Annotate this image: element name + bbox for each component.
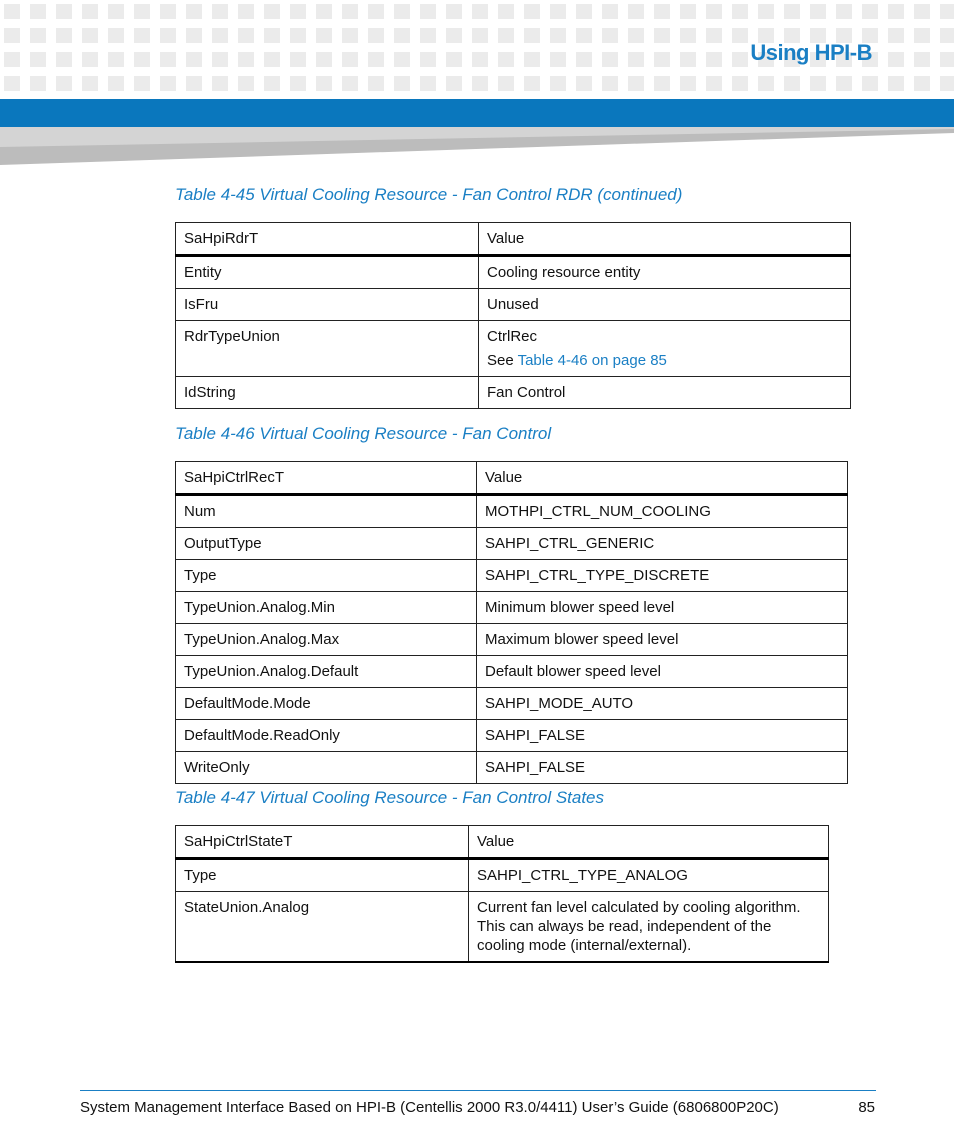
pattern-tile xyxy=(628,28,644,43)
table-cell: Unused xyxy=(479,289,851,321)
pattern-tile xyxy=(836,4,852,19)
pattern-tile xyxy=(862,4,878,19)
table-cell: DefaultMode.ReadOnly xyxy=(176,720,477,752)
table-cell: IsFru xyxy=(176,289,479,321)
pattern-tile xyxy=(186,76,202,91)
pattern-tile xyxy=(368,76,384,91)
table-row xyxy=(176,688,848,720)
table-row xyxy=(176,859,829,892)
pattern-tile xyxy=(290,76,306,91)
table-cell: Type xyxy=(176,560,477,592)
pattern-tile xyxy=(862,76,878,91)
pattern-tile xyxy=(264,76,280,91)
table-row xyxy=(176,377,851,409)
pattern-tile xyxy=(56,76,72,91)
pattern-tile xyxy=(680,76,696,91)
pattern-tile xyxy=(576,52,592,67)
ctrl-rec-table xyxy=(175,461,848,784)
pattern-tile xyxy=(342,4,358,19)
pattern-tile xyxy=(836,76,852,91)
pattern-tile xyxy=(342,52,358,67)
table-cell: StateUnion.Analog xyxy=(176,892,469,963)
see-reference xyxy=(487,351,842,370)
pattern-tile xyxy=(56,52,72,67)
pattern-tile xyxy=(342,76,358,91)
pattern-tile xyxy=(940,28,954,43)
pattern-tile xyxy=(82,52,98,67)
pattern-tile xyxy=(186,4,202,19)
pattern-tile xyxy=(732,52,748,67)
table-cell: SAHPI_CTRL_TYPE_ANALOG xyxy=(469,859,829,892)
pattern-tile xyxy=(82,76,98,91)
pattern-tile xyxy=(550,28,566,43)
see-prefix: See xyxy=(487,352,518,369)
pattern-tile xyxy=(576,28,592,43)
header-cell: SaHpiCtrlRecT xyxy=(176,462,477,495)
pattern-tile xyxy=(316,28,332,43)
footer-rule xyxy=(80,1090,876,1091)
pattern-tile xyxy=(732,28,748,43)
pattern-tile xyxy=(888,4,904,19)
pattern-tile xyxy=(212,28,228,43)
pattern-tile xyxy=(420,4,436,19)
table-cell: DefaultMode.Mode xyxy=(176,688,477,720)
header-bar xyxy=(0,99,954,127)
header-cell: Value xyxy=(479,223,851,256)
pattern-tile xyxy=(758,4,774,19)
pattern-tile xyxy=(212,4,228,19)
pattern-tile xyxy=(4,52,20,67)
pattern-tile xyxy=(914,52,930,67)
table-cell: SAHPI_CTRL_GENERIC xyxy=(477,528,848,560)
pattern-tile xyxy=(186,52,202,67)
pattern-tile xyxy=(30,76,46,91)
pattern-tile xyxy=(498,28,514,43)
pattern-tile xyxy=(446,76,462,91)
table-cell: Entity xyxy=(176,256,479,289)
pattern-tile xyxy=(134,4,150,19)
pattern-tile xyxy=(82,4,98,19)
pattern-tile xyxy=(888,28,904,43)
pattern-tile xyxy=(30,4,46,19)
pattern-tile xyxy=(290,4,306,19)
table-row xyxy=(176,656,848,688)
pattern-tile xyxy=(446,52,462,67)
table-row xyxy=(176,624,848,656)
pattern-tile xyxy=(654,52,670,67)
pattern-tile xyxy=(108,52,124,67)
pattern-tile xyxy=(446,28,462,43)
table-cell: IdString xyxy=(176,377,479,409)
pattern-tile xyxy=(56,28,72,43)
pattern-tile xyxy=(680,4,696,19)
table-cell: MOTHPI_CTRL_NUM_COOLING xyxy=(477,495,848,528)
pattern-tile xyxy=(524,28,540,43)
pattern-tile xyxy=(160,76,176,91)
pattern-tile xyxy=(628,76,644,91)
table-cell: SAHPI_FALSE xyxy=(477,752,848,784)
pattern-tile xyxy=(810,76,826,91)
pattern-tile xyxy=(706,76,722,91)
pattern-tile xyxy=(914,28,930,43)
pattern-tile xyxy=(446,4,462,19)
pattern-tile xyxy=(160,52,176,67)
pattern-tile xyxy=(134,52,150,67)
pattern-tile xyxy=(628,52,644,67)
header-cell: SaHpiRdrT xyxy=(176,223,479,256)
pattern-tile xyxy=(212,76,228,91)
pattern-tile xyxy=(30,52,46,67)
pattern-tile xyxy=(238,52,254,67)
pattern-tile xyxy=(134,76,150,91)
pattern-tile xyxy=(628,4,644,19)
table-header-row xyxy=(176,826,829,859)
pattern-tile xyxy=(784,4,800,19)
table-cell: TypeUnion.Analog.Max xyxy=(176,624,477,656)
table-cell xyxy=(479,321,851,377)
table-cell: OutputType xyxy=(176,528,477,560)
pattern-tile xyxy=(758,76,774,91)
pattern-tile xyxy=(394,28,410,43)
header-cell: SaHpiCtrlStateT xyxy=(176,826,469,859)
header-cell: Value xyxy=(477,462,848,495)
pattern-tile xyxy=(316,4,332,19)
pattern-tile xyxy=(706,52,722,67)
pattern-tile xyxy=(940,52,954,67)
pattern-tile xyxy=(472,76,488,91)
table-row xyxy=(176,892,829,963)
table-row xyxy=(176,321,851,377)
pattern-tile xyxy=(732,4,748,19)
table-row xyxy=(176,720,848,752)
pattern-tile xyxy=(394,4,410,19)
pattern-tile xyxy=(238,28,254,43)
pattern-tile xyxy=(472,52,488,67)
table-cell: Fan Control xyxy=(479,377,851,409)
table-caption: Table 4-47 Virtual Cooling Resource - Fan Control States xyxy=(175,788,605,807)
pattern-tile xyxy=(108,76,124,91)
pattern-tile xyxy=(342,28,358,43)
pattern-tile xyxy=(680,28,696,43)
pattern-tile xyxy=(420,76,436,91)
pattern-tile xyxy=(420,28,436,43)
pattern-tile xyxy=(550,76,566,91)
table-cell: Cooling resource entity xyxy=(479,256,851,289)
table-cell: TypeUnion.Analog.Min xyxy=(176,592,477,624)
pattern-tile xyxy=(290,28,306,43)
pattern-tile xyxy=(602,52,618,67)
table-cell: SAHPI_MODE_AUTO xyxy=(477,688,848,720)
pattern-tile xyxy=(394,52,410,67)
pattern-tile xyxy=(654,28,670,43)
table-header-row xyxy=(176,462,848,495)
table-cell: Minimum blower speed level xyxy=(477,592,848,624)
pattern-tile xyxy=(888,76,904,91)
pattern-tile xyxy=(914,76,930,91)
pattern-tile xyxy=(472,4,488,19)
pattern-tile xyxy=(186,28,202,43)
table-row xyxy=(176,592,848,624)
pattern-tile xyxy=(160,4,176,19)
table-cell: SAHPI_CTRL_TYPE_DISCRETE xyxy=(477,560,848,592)
pattern-tile xyxy=(576,4,592,19)
pattern-tile xyxy=(602,4,618,19)
header-cell: Value xyxy=(469,826,829,859)
pattern-tile xyxy=(654,76,670,91)
table-row xyxy=(176,256,851,289)
pattern-tile xyxy=(316,76,332,91)
pattern-tile xyxy=(238,4,254,19)
ctrl-state-table xyxy=(175,825,829,963)
pattern-tile xyxy=(888,52,904,67)
pattern-tile xyxy=(238,76,254,91)
footer-title: System Management Interface Based on HPI-B (Centellis 2000 R3.0/4411) User’s Guide (6806800P20C) xyxy=(80,1099,779,1116)
pattern-tile xyxy=(576,76,592,91)
table-row xyxy=(176,752,848,784)
table-reference-link[interactable]: Table 4-46 on page 85 xyxy=(517,352,667,369)
pattern-tile xyxy=(524,4,540,19)
pattern-tile xyxy=(472,28,488,43)
pattern-tile xyxy=(550,52,566,67)
table-cell-value: CtrlRec xyxy=(487,328,538,345)
table-row xyxy=(176,289,851,321)
table-cell: RdrTypeUnion xyxy=(176,321,479,377)
header-swoosh xyxy=(0,127,954,167)
pattern-tile xyxy=(368,52,384,67)
table-caption: Table 4-46 Virtual Cooling Resource - Fan Control xyxy=(175,424,552,443)
page-number: 85 xyxy=(858,1099,875,1116)
table-cell: WriteOnly xyxy=(176,752,477,784)
table-row xyxy=(176,528,848,560)
pattern-tile xyxy=(134,28,150,43)
pattern-tile xyxy=(368,4,384,19)
pattern-tile xyxy=(940,76,954,91)
table-row xyxy=(176,560,848,592)
pattern-tile xyxy=(4,4,20,19)
pattern-tile xyxy=(4,76,20,91)
pattern-tile xyxy=(316,52,332,67)
pattern-tile xyxy=(394,76,410,91)
pattern-tile xyxy=(524,52,540,67)
pattern-tile xyxy=(498,4,514,19)
table-cell: Default blower speed level xyxy=(477,656,848,688)
pattern-tile xyxy=(550,4,566,19)
table-cell: Type xyxy=(176,859,469,892)
pattern-tile xyxy=(602,28,618,43)
pattern-tile xyxy=(706,28,722,43)
pattern-tile xyxy=(264,28,280,43)
pattern-tile xyxy=(264,4,280,19)
pattern-tile xyxy=(108,28,124,43)
pattern-tile xyxy=(914,4,930,19)
pattern-tile xyxy=(654,4,670,19)
pattern-tile xyxy=(498,76,514,91)
pattern-tile xyxy=(732,76,748,91)
pattern-tile xyxy=(706,4,722,19)
table-cell: TypeUnion.Analog.Default xyxy=(176,656,477,688)
pattern-tile xyxy=(4,28,20,43)
pattern-tile xyxy=(420,52,436,67)
pattern-tile xyxy=(498,52,514,67)
pattern-tile xyxy=(784,76,800,91)
pattern-tile xyxy=(290,52,306,67)
rdr-table xyxy=(175,222,851,409)
pattern-tile xyxy=(810,4,826,19)
table-row xyxy=(176,495,848,528)
table-cell: Current fan level calculated by cooling algorithm. This can always be read, independent of the cooling mode (internal/external). xyxy=(469,892,829,963)
pattern-tile xyxy=(30,28,46,43)
pattern-tile xyxy=(212,52,228,67)
table-caption: Table 4-45 Virtual Cooling Resource - Fan Control RDR (continued) xyxy=(175,185,683,204)
pattern-tile xyxy=(680,52,696,67)
pattern-tile xyxy=(160,28,176,43)
pattern-tile xyxy=(82,28,98,43)
pattern-tile xyxy=(56,4,72,19)
table-cell: SAHPI_FALSE xyxy=(477,720,848,752)
pattern-tile xyxy=(524,76,540,91)
table-cell: Maximum blower speed level xyxy=(477,624,848,656)
pattern-tile xyxy=(602,76,618,91)
table-cell: Num xyxy=(176,495,477,528)
table-header-row xyxy=(176,223,851,256)
section-title: Using HPI-B xyxy=(750,40,872,65)
pattern-tile xyxy=(108,4,124,19)
pattern-tile xyxy=(940,4,954,19)
pattern-tile xyxy=(264,52,280,67)
pattern-tile xyxy=(368,28,384,43)
